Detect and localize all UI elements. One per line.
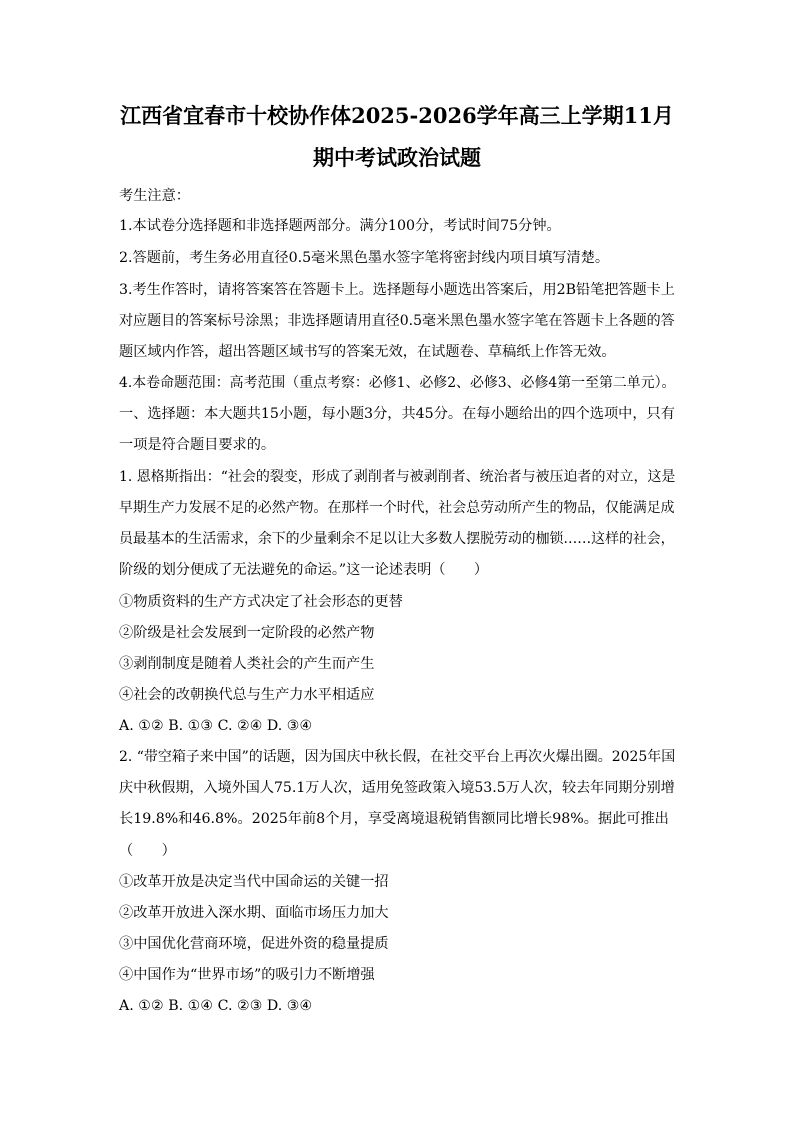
q1-option-3: ③剥削制度是随着人类社会的产生而产生 bbox=[119, 656, 375, 672]
q1-stem-line4: 阶级的划分便成了无法避免的命运。”这一论述表明（ ） bbox=[119, 562, 489, 578]
notice-heading: 考生注意： bbox=[119, 188, 190, 204]
notice-item-3-line1: 3.考生作答时，请将答案答在答题卡上。选择题每小题选出答案后，用2B铅笔把答题卡上 bbox=[119, 282, 675, 298]
q2-stem-line4: （ ） bbox=[119, 843, 176, 859]
notice-item-1: 1.本试卷分选择题和非选择题两部分。满分100分，考试时间75分钟。 bbox=[119, 218, 561, 234]
q1-choices: A. ①② B. ①③ C. ②④ D. ③④ bbox=[119, 718, 313, 734]
q2-option-1: ①改革开放是决定当代中国命运的关键一招 bbox=[119, 874, 389, 890]
q2-stem-line2: 庆中秋假期，入境外国人75.1万人次，适用免签政策入境53.5万人次，较去年同期分别增 bbox=[119, 780, 675, 796]
q2-stem-line1: 2. “带空箱子来中国”的话题，因为国庆中秋长假，在社交平台上再次火爆出圈。2025年国 bbox=[119, 749, 676, 765]
q1-stem-line2: 早期生产力发展不足的必然产物。在那样一个时代，社会总劳动所产生的物品，仅能满足成 bbox=[119, 500, 675, 516]
section-1-instruction-line1: 一、选择题：本大题共15小题，每小题3分，共45分。在每小题给出的四个选项中，只有 bbox=[119, 406, 675, 422]
q2-stem-line3: 长19.8%和46.8%。2025年前8个月，享受离境退税销售额同比增长98%。据此可推出 bbox=[119, 811, 669, 827]
exam-title-line1: 江西省宜春市十校协作体2025-2026学年高三上学期11月 bbox=[120, 103, 674, 128]
exam-title-line2: 期中考试政治试题 bbox=[313, 145, 481, 170]
q2-option-4: ④中国作为“世界市场”的吸引力不断增强 bbox=[119, 967, 375, 983]
notice-item-2: 2.答题前，考生务必用直径0.5毫米黑色墨水签字笔将密封线内项目填写清楚。 bbox=[119, 250, 610, 266]
q1-stem-line1: 1. 恩格斯指出：“社会的裂变，形成了剥削者与被剥削者、统治者与被压迫者的对立，这是 bbox=[119, 469, 676, 485]
q1-option-2: ②阶级是社会发展到一定阶段的必然产物 bbox=[119, 625, 375, 641]
q2-option-3: ③中国优化营商环境，促进外资的稳量提质 bbox=[119, 936, 389, 952]
q1-stem-line3: 员最基本的生活需求，余下的少量剩余不足以让大多数人摆脱劳动的枷锁……这样的社会， bbox=[119, 531, 675, 547]
notice-item-4: 4.本卷命题范围：高考范围（重点考察：必修1、必修2、必修3、必修4第一至第二单元）。 bbox=[119, 375, 676, 391]
q1-option-1: ①物质资料的生产方式决定了社会形态的更替 bbox=[119, 594, 403, 610]
notice-item-3-line2: 对应题目的答案标号涂黑；非选择题请用直径0.5毫米黑色墨水签字笔在答题卡上各题的答 bbox=[119, 313, 675, 329]
section-1-instruction-line2: 一项是符合题目要求的。 bbox=[119, 437, 276, 453]
q2-choices: A. ①② B. ①④ C. ②③ D. ③④ bbox=[119, 998, 313, 1014]
notice-item-3-line3: 题区域内作答，超出答题区域书写的答案无效，在试题卷、草稿纸上作答无效。 bbox=[119, 344, 616, 360]
q2-option-2: ②改革开放进入深水期、面临市场压力加大 bbox=[119, 905, 389, 921]
q1-option-4: ④社会的改朝换代总与生产力水平相适应 bbox=[119, 687, 375, 703]
